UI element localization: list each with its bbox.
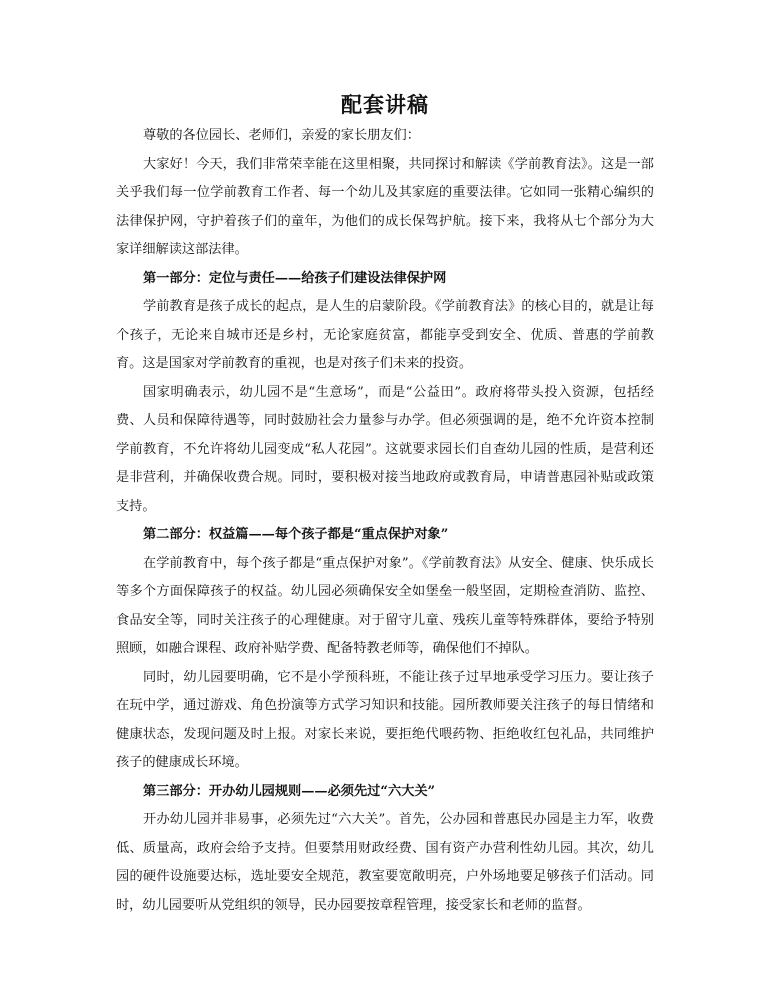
paragraph: 学前教育是孩子成长的起点，是人生的启蒙阶段。《学前教育法》的核心目的，就是让每个孩子，无论来自城市还是乡村，无论家庭贫富，都能享受到安全、优质、普惠的学前教育。这是国家对学前教育的重视，也是对孩子们未来的投资。 [116,299,654,371]
section-heading: 第一部分：定位与责任——给孩子们建设法律保护网 [143,270,447,286]
document-title: 配套讲稿 [341,92,429,117]
section-3 [116,778,654,921]
intro-paragraph: 大家好！今天，我们非常荣幸能在这里相聚，共同探讨和解读《学前教育法》。这是一部关乎我们每一位学前教育工作者、每一个幼儿及其家庭的重要法律。它如同一张精心编织的法律保护网，守护着孩子们的童年，为他们的成长保驾护航。接下来，我将从七个部分为大家详细解读这部法律。 [116,156,654,257]
section-heading: 第二部分：权益篇——每个孩子都是“重点保护对象” [143,527,449,542]
paragraph: 国家明确表示，幼儿园不是“生意场”，而是“公益田”。政府将带头投入资源，包括经费、人员和保障待遇等，同时鼓励社会力量参与办学。但必须强调的是，绝不允许资本控制学前教育，不允许将幼儿园变成“私人花园”。这就要求园长们自查幼儿园的性质，是营利还是非营利，并确保收费合规。同时，要积极对接当地政府或教育局，申请普惠园补贴或政策支持。 [116,384,654,514]
paragraph: 开办幼儿园并非易事，必须先过“六大关”。首先，公办园和普惠民办园是主力军，收费低、质量高，政府会给予支持。但要禁用财政经费、国有资产办营利性幼儿园。其次，幼儿园的硬件设施要达标，选址要安全规范，教室要宽敞明亮，户外场地要足够孩子们活动。同时，幼儿园要听从党组织的领导，民办园要按章程管理，接受家长和老师的监督。 [116,812,654,913]
document-page [116,88,654,920]
section-heading: 第三部分：开办幼儿园规则——必须先过“六大关” [143,783,436,799]
paragraph: 同时，幼儿园要明确，它不是小学预科班，不能让孩子过早地承受学习压力。要让孩子在玩中学，通过游戏、角色扮演等方式学习知识和技能。园所教师要关注孩子的每日情绪和健康状态，发现问题及时上报。对家长来说，要拒绝代喂药物、拒绝收红包礼品，共同维护孩子的健康成长环境。 [116,669,654,770]
paragraph: 在学前教育中，每个孩子都是“重点保护对象”。《学前教育法》从安全、健康、快乐成长等多个方面保障孩子的权益。幼儿园必须确保安全如堡垒一般坚固，定期检查消防、监控、食品安全等，同时关注孩子的心理健康。对于留守儿童、残疾儿童等特殊群体，要给予特别照顾，如融合课程、政府补贴学费、配备特教老师等，确保他们不掉队。 [116,555,654,656]
greeting: 尊敬的各位园长、老师们，亲爱的家长朋友们： [143,128,420,143]
section-1 [116,265,654,522]
section-2 [116,521,654,778]
